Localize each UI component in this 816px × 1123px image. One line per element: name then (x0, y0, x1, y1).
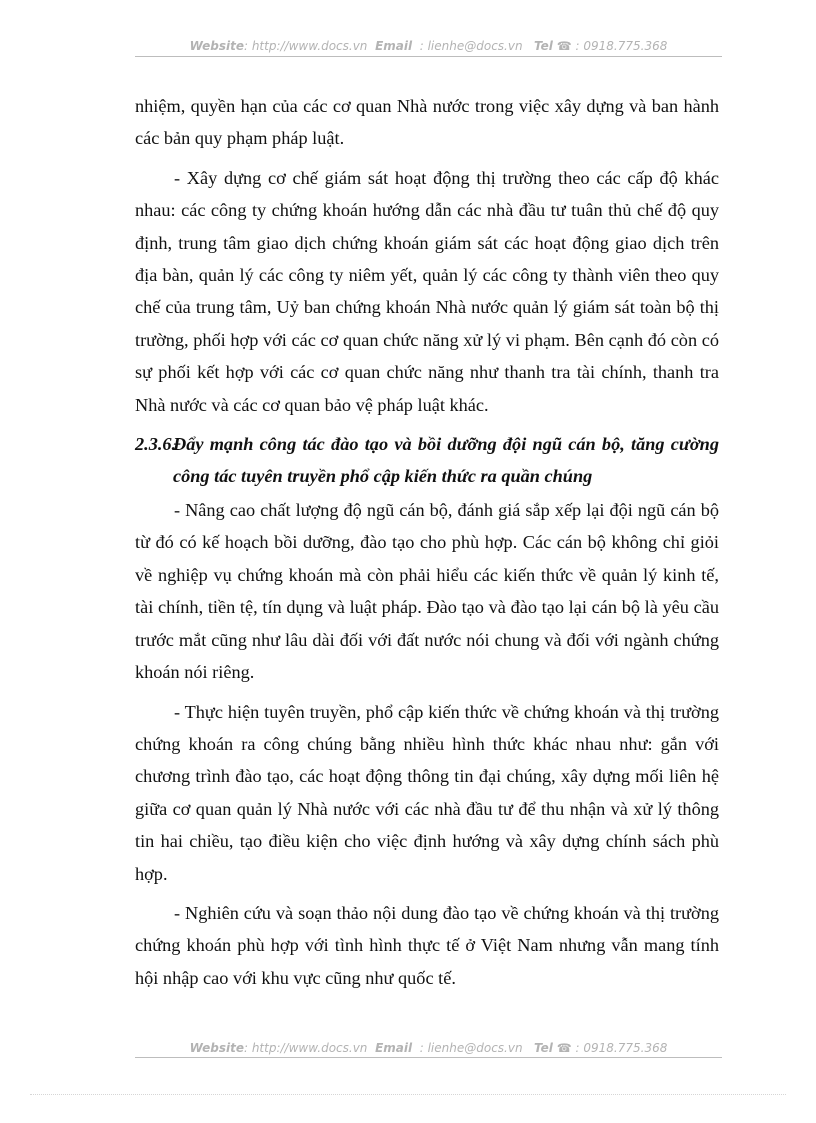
footer-divider (135, 1057, 722, 1058)
paragraph-3: - Nâng cao chất lượng độ ngũ cán bộ, đánh giá sắp xếp lại đội ngũ cán bộ từ đó có kế hoạch bồi dưỡng, đào tạo cho phù hợp. Các cán bộ không chỉ giỏi về nghiệp vụ chứng khoán mà còn phải hiểu các kiến thức về quản lý kinh tế, tài chính, tiền tệ, tín dụng và luật pháp. Đào tạo và đào tạo lại cán bộ là yêu cầu trước mắt cũng như lâu dài đối với đất nước nói chung và đối với ngành chứng khoán nói riêng. (135, 500, 719, 683)
header-email-value[interactable]: : lienhe@docs.vn (419, 39, 523, 53)
body-text (135, 90, 719, 1001)
footer-website-label: Website (189, 1041, 244, 1055)
footer-website-url[interactable]: : http://www.docs.vn (243, 1041, 368, 1055)
footer-tel-label: Tel (534, 1041, 553, 1055)
page-footer (135, 1040, 722, 1056)
footer-email-value[interactable]: : lienhe@docs.vn (419, 1041, 523, 1055)
paragraph-4: - Thực hiện tuyên truyền, phổ cập kiến thức về chứng khoán và thị trường chứng khoán ra công chúng bằng nhiều hình thức khác nhau như: gắn với chương trình đào tạo, các hoạt động thông tin đại chúng, xây dựng mối liên hệ giữa cơ quan quản lý Nhà nước với các nhà đầu tư để thu nhận và xử lý thông tin hai chiều, tạo điều kiện cho việc định hướng và xây dựng chính sách phù hợp. (135, 701, 719, 884)
header-divider (135, 56, 722, 57)
paragraph-2: - Xây dựng cơ chế giám sát hoạt động thị trường theo các cấp độ khác nhau: các công ty chứng khoán hướng dẫn các nhà đầu tư tuân thủ chế độ quy định, trung tâm giao dịch chứng khoán giám sát các hoạt động giao dịch trên địa bàn, quản lý các công ty niêm yết, quản lý các công ty thành viên theo quy chế của trung tâm, Uỷ ban chứng khoán Nhà nước quản lý giám sát toàn bộ thị trường, phối hợp với các cơ quan chức năng xử lý vi phạm. Bên cạnh đó còn có sự phối kết hợp với các cơ quan chức năng như thanh tra tài chính, thanh tra Nhà nước và các cơ quan bảo vệ pháp luật khác. (135, 167, 719, 415)
page-header (135, 38, 722, 54)
section-heading (135, 428, 719, 492)
section-heading-text: Đẩy mạnh công tác đào tạo và bồi dưỡng đội ngũ cán bộ, tăng cường công tác tuyên truyền phổ cập kiến thức ra quần chúng (173, 434, 719, 487)
header-tel-label: Tel (534, 39, 553, 53)
page-edge-dotted-line (30, 1094, 786, 1095)
paragraph-1: nhiệm, quyền hạn của các cơ quan Nhà nước trong việc xây dựng và ban hành các bản quy phạm pháp luật. (135, 96, 719, 149)
header-website-label: Website (189, 39, 244, 53)
header-tel-value: ☎ : 0918.775.368 (556, 39, 668, 53)
section-heading-number: 2.3.6. (135, 434, 177, 455)
paragraph-5: - Nghiên cứu và soạn thảo nội dung đào tạo về chứng khoán và thị trường chứng khoán phù hợp với tình hình thực tế ở Việt Nam nhưng vẫn mang tính hội nhập cao với khu vực cũng như quốc tế. (135, 902, 719, 988)
header-website-url[interactable]: : http://www.docs.vn (243, 39, 368, 53)
footer-tel-value: ☎ : 0918.775.368 (556, 1041, 668, 1055)
header-email-label: Email (375, 39, 413, 53)
footer-email-label: Email (375, 1041, 413, 1055)
